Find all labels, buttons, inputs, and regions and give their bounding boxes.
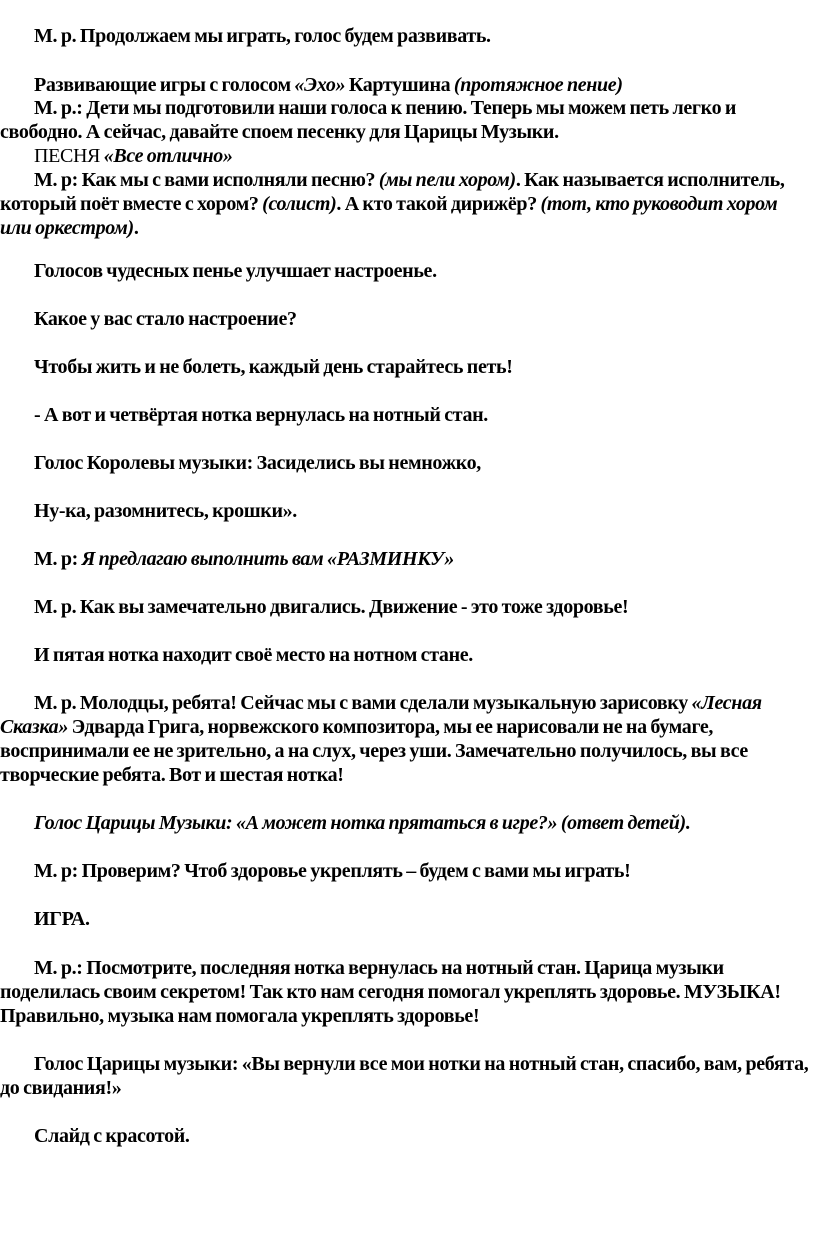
paragraph-9-text: - А вот и четвёртая нотка вернулась на нотный стан. — [34, 404, 488, 426]
paragraph-17 — [0, 859, 812, 883]
p5-part-b: Как мы с вами исполняли песню? — [77, 169, 379, 191]
p2-game-title: «Эхо» — [294, 74, 346, 96]
p15-part-a: М. р. Молодцы, ребята! Сейчас мы с вами сделали музыкальную зарисовку — [34, 692, 692, 714]
paragraph-1 — [0, 24, 812, 48]
paragraph-21-text: Слайд с красотой. — [34, 1125, 190, 1147]
paragraph-5 — [0, 168, 812, 240]
p12-part-b: Я предлагаю выполнить вам — [77, 548, 328, 570]
paragraph-15 — [0, 691, 812, 787]
speaker-label: М. р.: — [34, 957, 83, 979]
speaker-label: М. р.: — [34, 97, 83, 119]
paragraph-12 — [0, 547, 812, 571]
paragraph-3 — [0, 96, 812, 144]
paragraph-8 — [0, 355, 812, 379]
paragraph-13 — [0, 595, 812, 619]
p17-text: Проверим? Чтоб здоровье укреплять – будем с вами мы играть! — [77, 860, 631, 882]
paragraph-18-text: ИГРА. — [34, 908, 90, 930]
p2-part-c: Картушина — [345, 74, 454, 96]
paragraph-2 — [0, 73, 812, 97]
speaker-label: М. р: — [34, 548, 78, 570]
paragraph-8-text: Чтобы жить и не болеть, каждый день старайтесь петь! — [34, 356, 513, 378]
p15-piece-title: «Лесная Сказка» — [0, 692, 762, 738]
paragraph-4 — [0, 144, 812, 168]
p3-text: Дети мы подготовили наши голоса к пению. Теперь мы можем петь легко и свободно. А сейчас, давайте споем песенку для Царицы Музыки. — [0, 97, 737, 143]
paragraph-7-text: Какое у вас стало настроение? — [34, 308, 297, 330]
p5-part-f: . А кто такой дирижёр? — [336, 193, 541, 215]
paragraph-6-text: Голосов чудесных пенье улучшает настроенье. — [34, 260, 437, 282]
p5-answer-3: (тот, кто руководит хором или оркестром) — [0, 193, 778, 239]
song-label: ПЕСНЯ — [34, 145, 104, 167]
paragraph-13-text: М. р. Как вы замечательно двигались. Движение - это тоже здоровье! — [34, 596, 629, 618]
p5-answer-1: (мы пели хором) — [378, 169, 516, 191]
paragraph-11 — [0, 499, 812, 523]
paragraph-9 — [0, 403, 812, 427]
paragraph-16-text: Голос Царицы Музыки: «А может нотка прятаться в игре?» (ответ детей). — [34, 812, 691, 834]
paragraph-20 — [0, 1052, 812, 1100]
p5-part-h: . — [133, 217, 139, 239]
speaker-label: М. р: — [34, 169, 78, 191]
paragraph-7 — [0, 307, 812, 331]
paragraph-6 — [0, 259, 812, 283]
p15-part-c: Эдварда Грига, норвежского композитора, мы ее нарисовали не на бумаге, воспринимали ее не зрительно, а на слух, через уши. Замечательно получилось, вы все творческие ребята. Вот и шестая нотка! — [0, 716, 748, 786]
paragraph-20-text: Голос Царицы музыки: «Вы вернули все мои нотки на нотный стан, спасибо, вам, ребята, до свидания!» — [0, 1053, 809, 1099]
paragraph-18 — [0, 907, 812, 931]
speaker-label: М. р: — [34, 860, 78, 882]
paragraph-10-text: Голос Королевы музыки: Засиделись вы немножко, — [34, 452, 481, 474]
paragraph-10 — [0, 451, 812, 475]
paragraph-14-text: И пятая нотка находит своё место на нотном стане. — [34, 644, 473, 666]
paragraph-1-text: М. р. Продолжаем мы играть, голос будем развивать. — [34, 25, 491, 47]
p19-text: Посмотрите, последняя нотка вернулась на нотный стан. Царица музыки поделилась своим секретом! Так кто нам сегодня помогал укреплять здоровье. МУЗЫКА! Правильно, музыка нам помогала укреплять здоровье! — [0, 957, 781, 1027]
p2-part-a: Развивающие игры с голосом — [34, 74, 295, 96]
p5-answer-2: (солист) — [262, 193, 337, 215]
song-title: «Все отлично» — [103, 145, 233, 167]
p12-warmup-title: «РАЗМИНКУ» — [327, 548, 454, 570]
paragraph-19 — [0, 956, 812, 1028]
paragraph-21 — [0, 1124, 812, 1148]
paragraph-14 — [0, 643, 812, 667]
paragraph-16 — [0, 811, 812, 835]
p2-remark: (протяжное пение) — [453, 74, 623, 96]
p5-part-d: . Как называется исполнитель, который поёт вместе с хором? — [0, 169, 785, 215]
paragraph-11-text: Ну-ка, разомнитесь, крошки». — [34, 500, 297, 522]
